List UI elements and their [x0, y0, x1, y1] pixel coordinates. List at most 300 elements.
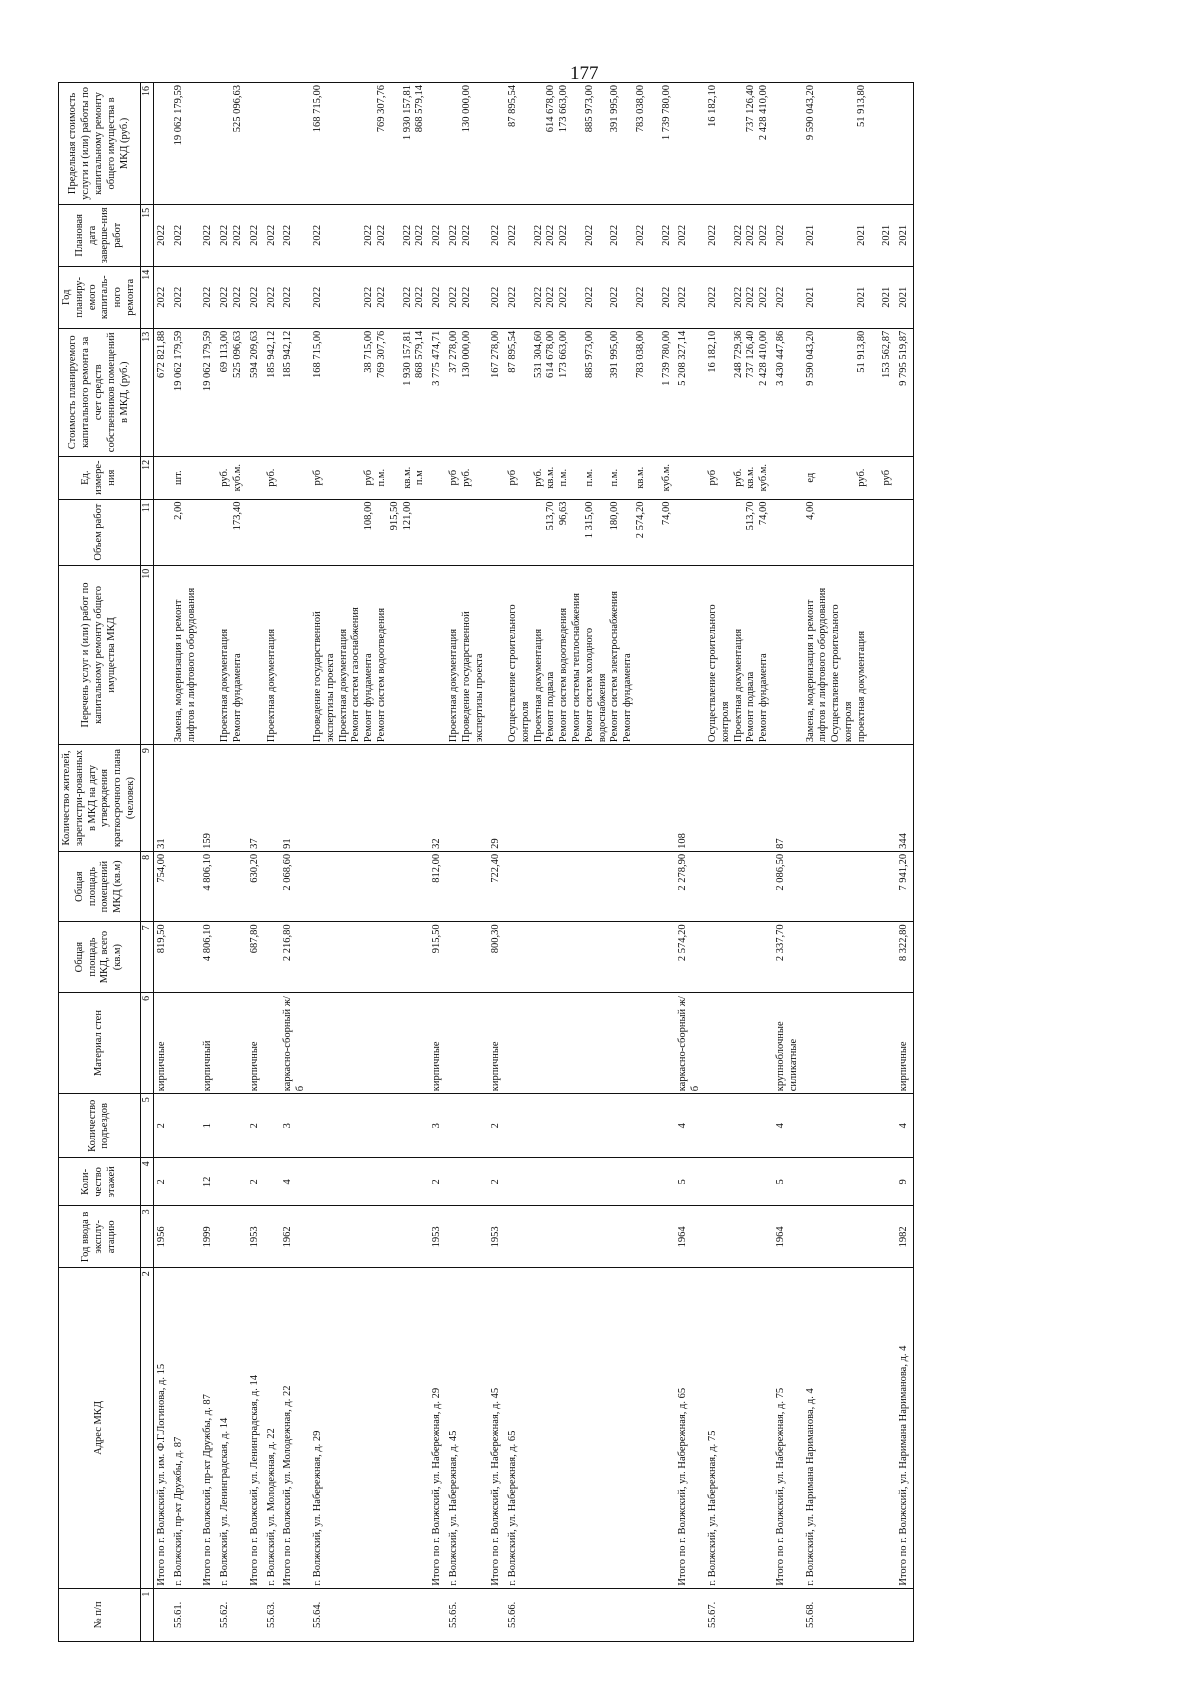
table-row — [773, 83, 803, 1642]
repair-year-cell: 2021 — [896, 266, 913, 328]
column-number: 3 — [140, 1206, 153, 1268]
unit-cell: руб руб. кв.м. куб.м. — [705, 456, 773, 499]
cost-cell: 594 209,63 — [247, 328, 264, 456]
premises-area-cell: 4 806,10 — [200, 851, 217, 921]
residents-cell: 37 — [247, 745, 264, 852]
address-cell: Итого по г. Волжский, ул. Наримана Нариманова, д. 4 — [896, 1268, 913, 1588]
column-number: 15 — [140, 204, 153, 266]
floors-cell — [171, 1158, 201, 1206]
volume-cell: 108,00 915,50 121,00 — [310, 499, 429, 565]
premises-area-cell — [803, 851, 897, 921]
row-number — [675, 1588, 705, 1641]
cost-cell: 5 208 327,14 — [675, 328, 705, 456]
address-cell: Итого по г. Волжский, ул. Набережная, д. 65 — [675, 1268, 705, 1588]
max-cost-cell — [153, 83, 170, 205]
volume-cell — [280, 499, 310, 565]
column-number: 11 — [140, 499, 153, 565]
column-number: 8 — [140, 851, 153, 921]
total-area-cell: 915,50 — [429, 922, 446, 992]
completion-date-cell: 2022 2022 2022 2022 2022 2022 2022 2022 — [505, 204, 675, 266]
volume-cell: 173,40 — [217, 499, 247, 565]
col-header: Год ввода в эксплу-атацию — [59, 1206, 141, 1268]
max-cost-cell — [429, 83, 446, 205]
floors-cell: 5 — [773, 1158, 803, 1206]
floors-cell: 9 — [896, 1158, 913, 1206]
repair-year-cell: 2022 2022 — [446, 266, 488, 328]
column-number-row — [140, 83, 153, 1642]
work-list-cell — [675, 565, 705, 744]
volume-cell — [264, 499, 281, 565]
max-cost-cell — [488, 83, 505, 205]
total-area-cell: 687,80 — [247, 922, 264, 992]
unit-cell — [773, 456, 803, 499]
row-number — [200, 1588, 217, 1641]
entrances-cell: 3 — [429, 1094, 446, 1158]
premises-area-cell — [446, 851, 488, 921]
total-area-cell — [217, 922, 247, 992]
unit-cell: руб руб. — [446, 456, 488, 499]
unit-cell — [280, 456, 310, 499]
total-area-cell: 819,50 — [153, 922, 170, 992]
residents-cell — [217, 745, 247, 852]
col-header: № п/п — [59, 1588, 141, 1641]
repair-year-cell: 2022 2022 2022 2022 2022 2022 2022 2022 — [505, 266, 675, 328]
year-cell: 1953 — [488, 1206, 505, 1268]
address-cell: Итого по г. Волжский, ул. Набережная, д. 45 — [488, 1268, 505, 1588]
wall-material-cell: кирпичные — [488, 992, 505, 1093]
premises-area-cell: 722,40 — [488, 851, 505, 921]
table-row — [200, 83, 217, 1642]
residents-cell — [310, 745, 429, 852]
unit-cell: руб руб. кв.м. п.м. п.м. п.м. кв.м. куб.м. — [505, 456, 675, 499]
address-cell: Итого по г. Волжский, ул. Ленинградская, д. 14 — [247, 1268, 264, 1588]
volume-cell — [247, 499, 264, 565]
wall-material-cell — [264, 992, 281, 1093]
premises-area-cell: 2 278,90 — [675, 851, 705, 921]
table-row — [505, 83, 675, 1642]
col-header: Объем работ — [59, 499, 141, 565]
wall-material-cell — [310, 992, 429, 1093]
column-number: 9 — [140, 745, 153, 852]
volume-cell: 513,70 96,63 1 315,00 180,00 2 574,20 74,00 — [505, 499, 675, 565]
floors-cell — [264, 1158, 281, 1206]
wall-material-cell: каркасно-сборный ж/б — [675, 992, 705, 1093]
column-number: 4 — [140, 1158, 153, 1206]
work-list-cell: Проектная документация Ремонт фундамента — [217, 565, 247, 744]
column-number: 13 — [140, 328, 153, 456]
premises-area-cell — [705, 851, 773, 921]
entrances-cell — [217, 1094, 247, 1158]
column-number: 14 — [140, 266, 153, 328]
repair-year-cell: 2022 — [280, 266, 310, 328]
total-area-cell — [264, 922, 281, 992]
cost-cell: 16 182,10 248 729,36 737 126,40 2 428 410,00 — [705, 328, 773, 456]
completion-date-cell: 2022 — [773, 204, 803, 266]
floors-cell: 4 — [280, 1158, 310, 1206]
unit-cell — [488, 456, 505, 499]
floors-cell: 2 — [429, 1158, 446, 1206]
cost-cell: 69 113,00 525 096,63 — [217, 328, 247, 456]
cost-cell: 168 715,00 38 715,00 769 307,76 1 930 157,81 868 579,14 — [310, 328, 429, 456]
premises-area-cell: 7 941,20 — [896, 851, 913, 921]
residents-cell: 87 — [773, 745, 803, 852]
year-cell: 1962 — [280, 1206, 310, 1268]
column-number: 12 — [140, 456, 153, 499]
year-cell: 1999 — [200, 1206, 217, 1268]
completion-date-cell: 2022 — [429, 204, 446, 266]
floors-cell: 2 — [247, 1158, 264, 1206]
residents-cell — [264, 745, 281, 852]
col-header: Общая площадь МКД, всего (кв.м) — [59, 922, 141, 992]
total-area-cell — [171, 922, 201, 992]
col-header: Стоимость планируемого капитального ремонта за счет средств собственников помещений в МКД, (руб.) — [59, 328, 141, 456]
wall-material-cell — [446, 992, 488, 1093]
volume-cell: 2,00 — [171, 499, 201, 565]
col-header: Предельная стоимость услуги и (или) работы по капитальному ремонту общего имущества в МКД (руб.) — [59, 83, 141, 205]
work-list-cell: Замена, модернизация и ремонт лифтов и лифтового оборудования Осуществление строительного контроля проектная документация — [803, 565, 897, 744]
premises-area-cell: 754,00 — [153, 851, 170, 921]
max-cost-cell: 9 590 043,20 51 913,80 — [803, 83, 897, 205]
volume-cell — [200, 499, 217, 565]
col-header: Перечень услуг и (или) работ по капитальному ремонту общего имущества МКД — [59, 565, 141, 744]
wall-material-cell — [705, 992, 773, 1093]
col-header: Год планиру-емого капиталь-ного ремонта — [59, 266, 141, 328]
total-area-cell: 2 337,70 — [773, 922, 803, 992]
entrances-cell: 1 — [200, 1094, 217, 1158]
volume-cell — [446, 499, 488, 565]
row-number: 55.64. — [310, 1588, 429, 1641]
total-area-cell: 2 574,20 — [675, 922, 705, 992]
entrances-cell — [310, 1094, 429, 1158]
floors-cell — [310, 1158, 429, 1206]
cost-cell: 19 062 179,59 — [171, 328, 201, 456]
repair-year-cell: 2022 — [488, 266, 505, 328]
volume-cell: 4,00 — [803, 499, 897, 565]
year-cell: 1964 — [675, 1206, 705, 1268]
premises-area-cell — [264, 851, 281, 921]
repair-year-cell: 2022 — [264, 266, 281, 328]
premises-area-cell — [310, 851, 429, 921]
address-cell: г. Волжский, ул. Набережная, д. 65 — [505, 1268, 675, 1588]
completion-date-cell: 2022 2022 2022 2022 2022 — [310, 204, 429, 266]
entrances-cell: 4 — [896, 1094, 913, 1158]
table-row — [217, 83, 247, 1642]
work-list-cell — [153, 565, 170, 744]
premises-area-cell — [171, 851, 201, 921]
max-cost-cell: 16 182,10 737 126,40 2 428 410,00 — [705, 83, 773, 205]
max-cost-cell: 130 000,00 — [446, 83, 488, 205]
year-cell: 1964 — [773, 1206, 803, 1268]
residents-cell: 29 — [488, 745, 505, 852]
row-number — [247, 1588, 264, 1641]
cost-cell: 19 062 179,59 — [200, 328, 217, 456]
wall-material-cell: кирпичные — [429, 992, 446, 1093]
entrances-cell — [505, 1094, 675, 1158]
floors-cell: 2 — [153, 1158, 170, 1206]
total-area-cell: 4 806,10 — [200, 922, 217, 992]
completion-date-cell: 2022 — [247, 204, 264, 266]
row-number — [773, 1588, 803, 1641]
max-cost-cell — [675, 83, 705, 205]
volume-cell — [153, 499, 170, 565]
table-row — [247, 83, 264, 1642]
wall-material-cell: крупноблочные силикатные — [773, 992, 803, 1093]
year-cell — [705, 1206, 773, 1268]
max-cost-cell — [200, 83, 217, 205]
work-list-cell — [429, 565, 446, 744]
column-number: 10 — [140, 565, 153, 744]
cost-cell: 672 821,88 — [153, 328, 170, 456]
col-header: Адрес МКД — [59, 1268, 141, 1588]
col-header: Материал стен — [59, 992, 141, 1093]
year-cell — [310, 1206, 429, 1268]
year-cell — [803, 1206, 897, 1268]
unit-cell: руб. куб.м. — [217, 456, 247, 499]
cost-cell: 185 942,12 — [280, 328, 310, 456]
residents-cell — [505, 745, 675, 852]
row-number — [153, 1588, 170, 1641]
table-row — [310, 83, 429, 1642]
max-cost-cell — [247, 83, 264, 205]
work-list-cell — [200, 565, 217, 744]
premises-area-cell: 630,20 — [247, 851, 264, 921]
work-list-cell: Проектная документация Проведение государственной экспертизы проекта — [446, 565, 488, 744]
column-number: 16 — [140, 83, 153, 205]
repair-year-cell: 2022 — [773, 266, 803, 328]
total-area-cell: 8 322,80 — [896, 922, 913, 992]
volume-cell — [896, 499, 913, 565]
cost-cell: 3 430 447,86 — [773, 328, 803, 456]
floors-cell: 5 — [675, 1158, 705, 1206]
completion-date-cell: 2021 2021 2021 — [803, 204, 897, 266]
unit-cell: ед руб. руб — [803, 456, 897, 499]
total-area-cell — [505, 922, 675, 992]
table-row — [896, 83, 913, 1642]
floors-cell — [217, 1158, 247, 1206]
row-number — [429, 1588, 446, 1641]
table-row — [171, 83, 201, 1642]
year-cell — [217, 1206, 247, 1268]
unit-cell — [153, 456, 170, 499]
unit-cell: руб руб п.м. кв.м. п.м — [310, 456, 429, 499]
address-cell: Итого по г. Волжский, ул. Набережная, д. 75 — [773, 1268, 803, 1588]
work-list-cell: Осуществление строительного контроля Проектная документация Ремонт подвала Ремонт фундамента — [705, 565, 773, 744]
floors-cell — [705, 1158, 773, 1206]
max-cost-cell: 87 895,54 614 678,00 173 663,00 885 973,00 391 995,00 783 038,00 1 739 780,00 — [505, 83, 675, 205]
completion-date-cell: 2022 — [171, 204, 201, 266]
repair-year-cell: 2022 — [429, 266, 446, 328]
completion-date-cell: 2022 2022 — [446, 204, 488, 266]
residents-cell: 32 — [429, 745, 446, 852]
table-row — [264, 83, 281, 1642]
col-header: Плановая дата заверше-ния работ — [59, 204, 141, 266]
column-number: 1 — [140, 1588, 153, 1641]
address-cell: г. Волжский, ул. Набережная, д. 75 — [705, 1268, 773, 1588]
unit-cell — [247, 456, 264, 499]
table-row — [803, 83, 897, 1642]
wall-material-cell — [803, 992, 897, 1093]
table-row — [488, 83, 505, 1642]
cost-cell: 9 590 043,20 51 913,80 153 562,87 — [803, 328, 897, 456]
work-list-cell — [896, 565, 913, 744]
col-header: Ед. измере-ния — [59, 456, 141, 499]
max-cost-cell — [896, 83, 913, 205]
repair-year-cell: 2022 — [247, 266, 264, 328]
row-number — [896, 1588, 913, 1641]
wall-material-cell: кирпичные — [153, 992, 170, 1093]
premises-area-cell: 2 068,60 — [280, 851, 310, 921]
work-list-cell — [280, 565, 310, 744]
total-area-cell — [705, 922, 773, 992]
table-body — [153, 83, 913, 1642]
table-row — [153, 83, 170, 1642]
unit-cell: руб. — [264, 456, 281, 499]
column-number: 5 — [140, 1094, 153, 1158]
repair-year-cell: 2022 2022 — [217, 266, 247, 328]
max-cost-cell — [264, 83, 281, 205]
volume-cell — [773, 499, 803, 565]
residents-cell: 91 — [280, 745, 310, 852]
entrances-cell — [705, 1094, 773, 1158]
year-cell — [505, 1206, 675, 1268]
max-cost-cell — [280, 83, 310, 205]
work-list-cell — [773, 565, 803, 744]
col-header: Общая площадь помещений МКД (кв.м) — [59, 851, 141, 921]
address-cell: г. Волжский, ул. Набережная, д. 45 — [446, 1268, 488, 1588]
row-number: 55.63. — [264, 1588, 281, 1641]
work-list-cell: Проектная документация — [264, 565, 281, 744]
entrances-cell — [803, 1094, 897, 1158]
repair-year-cell: 2022 2022 2022 2022 — [705, 266, 773, 328]
entrances-cell: 4 — [773, 1094, 803, 1158]
floors-cell — [505, 1158, 675, 1206]
cost-cell: 87 895,54 531 304,60 614 678,00 173 663,00 885 973,00 391 995,00 783 038,00 1 739 780,00 — [505, 328, 675, 456]
total-area-cell — [310, 922, 429, 992]
table-row — [705, 83, 773, 1642]
year-cell: 1956 — [153, 1206, 170, 1268]
year-cell: 1953 — [247, 1206, 264, 1268]
max-cost-cell — [773, 83, 803, 205]
repair-year-cell: 2022 — [153, 266, 170, 328]
floors-cell — [446, 1158, 488, 1206]
completion-date-cell: 2022 2022 2022 2022 — [705, 204, 773, 266]
address-cell: г. Волжский, ул. Набережная, д. 29 — [310, 1268, 429, 1588]
repair-year-cell: 2022 — [675, 266, 705, 328]
wall-material-cell — [217, 992, 247, 1093]
residents-cell — [803, 745, 897, 852]
residents-cell: 31 — [153, 745, 170, 852]
unit-cell — [200, 456, 217, 499]
wall-material-cell: кирпичные — [247, 992, 264, 1093]
table-row — [429, 83, 446, 1642]
wall-material-cell: кирпичный — [200, 992, 217, 1093]
cost-cell: 185 942,12 — [264, 328, 281, 456]
repair-plan-table — [58, 82, 914, 1642]
address-cell: г. Волжский, ул. Ленинградская, д. 14 — [217, 1268, 247, 1588]
header-row — [59, 83, 141, 1642]
unit-cell — [675, 456, 705, 499]
col-header: Количество подъездов — [59, 1094, 141, 1158]
col-header: Количество жителей, зарегистри-рованных в МКД на дату утверждения краткосрочного плана (человек) — [59, 745, 141, 852]
entrances-cell: 4 — [675, 1094, 705, 1158]
wall-material-cell — [171, 992, 201, 1093]
premises-area-cell: 2 086,50 — [773, 851, 803, 921]
max-cost-cell: 19 062 179,59 — [171, 83, 201, 205]
wall-material-cell: каркасно-сборный ж/б — [280, 992, 310, 1093]
volume-cell — [675, 499, 705, 565]
completion-date-cell: 2021 — [896, 204, 913, 266]
entrances-cell: 2 — [247, 1094, 264, 1158]
work-list-cell: Замена, модернизация и ремонт лифтов и лифтового оборудования — [171, 565, 201, 744]
total-area-cell: 800,30 — [488, 922, 505, 992]
completion-date-cell: 2022 — [675, 204, 705, 266]
work-list-cell — [247, 565, 264, 744]
total-area-cell — [446, 922, 488, 992]
table-row — [446, 83, 488, 1642]
page-number: 177 — [570, 63, 599, 84]
wall-material-cell: кирпичные — [896, 992, 913, 1093]
residents-cell — [446, 745, 488, 852]
year-cell: 1982 — [896, 1206, 913, 1268]
max-cost-cell: 525 096,63 — [217, 83, 247, 205]
address-cell: Итого по г. Волжский, ул. Набережная, д. 29 — [429, 1268, 446, 1588]
cost-cell: 9 795 519,87 — [896, 328, 913, 456]
row-number: 55.68. — [803, 1588, 897, 1641]
completion-date-cell: 2022 — [200, 204, 217, 266]
unit-cell — [429, 456, 446, 499]
work-list-cell: Осуществление строительного контроля Проектная документация Ремонт подвала Ремонт систем водоотведения Ремонт системы теплоснабжения Ремонт систем холодного водоснабжения Ремонт систем электроснабжения Ремонт фундамента — [505, 565, 675, 744]
entrances-cell: 3 — [280, 1094, 310, 1158]
row-number: 55.62. — [217, 1588, 247, 1641]
completion-date-cell: 2022 — [280, 204, 310, 266]
residents-cell: 108 — [675, 745, 705, 852]
residents-cell — [171, 745, 201, 852]
floors-cell — [803, 1158, 897, 1206]
row-number — [488, 1588, 505, 1641]
table-row — [280, 83, 310, 1642]
col-header: Коли-чество этажей — [59, 1158, 141, 1206]
completion-date-cell: 2022 — [264, 204, 281, 266]
column-number: 2 — [140, 1268, 153, 1588]
row-number — [280, 1588, 310, 1641]
year-cell — [171, 1206, 201, 1268]
rotated-page — [58, 82, 1136, 1642]
address-cell: г. Волжский, ул. Молодежная, д. 22 — [264, 1268, 281, 1588]
cost-cell: 37 278,00 130 000,00 — [446, 328, 488, 456]
cost-cell: 167 278,00 — [488, 328, 505, 456]
year-cell — [264, 1206, 281, 1268]
residents-cell — [705, 745, 773, 852]
row-number: 55.67. — [705, 1588, 773, 1641]
address-cell: г. Волжский, пр-кт Дружбы, д. 87 — [171, 1268, 201, 1588]
unit-cell — [896, 456, 913, 499]
repair-year-cell: 2022 — [171, 266, 201, 328]
floors-cell: 12 — [200, 1158, 217, 1206]
wall-material-cell — [505, 992, 675, 1093]
volume-cell — [429, 499, 446, 565]
completion-date-cell: 2022 2022 — [217, 204, 247, 266]
row-number: 55.66. — [505, 1588, 675, 1641]
completion-date-cell: 2022 — [488, 204, 505, 266]
table-row — [675, 83, 705, 1642]
year-cell: 1953 — [429, 1206, 446, 1268]
residents-cell: 344 — [896, 745, 913, 852]
work-list-cell — [488, 565, 505, 744]
address-cell: Итого по г. Волжский, пр-кт Дружбы, д. 87 — [200, 1268, 217, 1588]
column-number: 6 — [140, 992, 153, 1093]
premises-area-cell — [505, 851, 675, 921]
max-cost-cell: 168 715,00 769 307,76 1 930 157,81 868 579,14 — [310, 83, 429, 205]
